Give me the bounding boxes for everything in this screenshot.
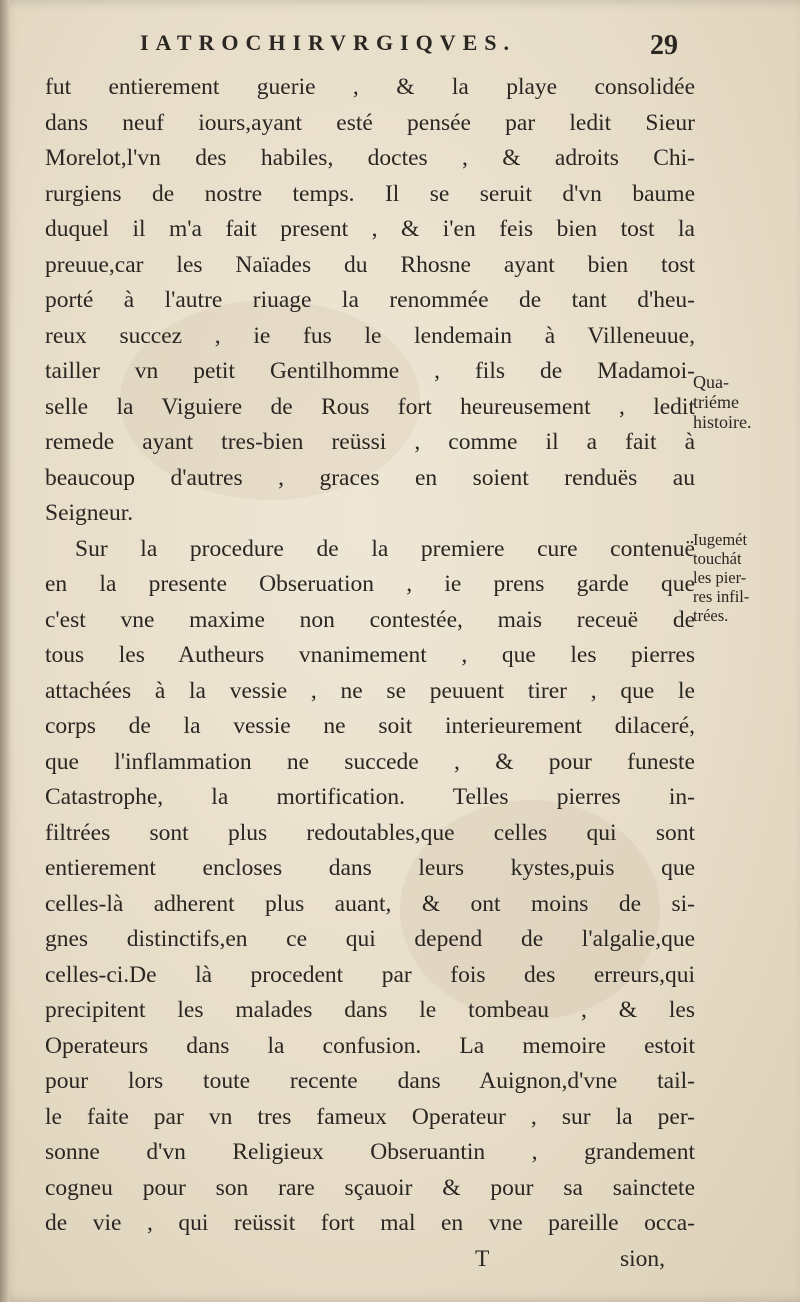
text-line: dans neuf iours,ayant esté pensée par ledit Sieur <box>45 109 695 136</box>
margin-line: trées. <box>693 606 729 625</box>
text-line: fut entierement guerie , & la playe consolidée <box>45 74 695 100</box>
text-line: reux succez , ie fus le lendemain à Villeneuue, <box>45 322 695 349</box>
text-line: duquel il m'a fait present , & i'en feis bien tost la <box>45 216 695 242</box>
text-line: pour lors toute recente dans Auignon,d'vne tail- <box>45 1068 695 1094</box>
text-line: tailler vn petit Gentilhomme , fils de Madamoi- <box>45 358 695 384</box>
text-line: rurgiens de nostre temps. Il se seruit d'vn baume <box>45 180 695 207</box>
text-line: remede ayant tres-bien reüssi , comme il a fait à <box>45 429 695 455</box>
text-line: celles-là adherent plus auant, & ont moins de si- <box>45 890 695 917</box>
text-line: tous les Autheurs vnanimement , que les pierres <box>45 642 695 668</box>
running-title: IATROCHIRVRGIQVES. <box>140 30 517 55</box>
text-line: gnes distinctifs,en ce qui depend de l'algalie,que <box>45 926 695 952</box>
text-line: preuue,car les Naïades du Rhosne ayant bien tost <box>45 251 695 278</box>
margin-line: histoire. <box>693 412 752 432</box>
margin-line: les pier- <box>693 568 747 587</box>
text-line: Morelot,l'vn des habiles, doctes , & adroits Chi- <box>45 145 695 171</box>
text-line: porté à l'autre riuage la renommée de tant d'heu- <box>45 287 695 313</box>
signature-mark: T <box>475 1245 490 1272</box>
text-line: Operateurs dans la confusion. La memoire estoit <box>45 1032 695 1059</box>
text-line: cogneu pour son rare sçauoir & pour sa sainctete <box>45 1174 695 1201</box>
text-line: filtrées sont plus redoutables,que celles qui sont <box>45 819 695 846</box>
text-line: beaucoup d'autres , graces en soient renduës au <box>45 464 695 491</box>
text-line: corps de la vessie ne soit interieurement dilaceré, <box>45 713 695 739</box>
text-line: sonne d'vn Religieux Obseruantin , grandement <box>45 1139 695 1165</box>
text-line: selle la Viguiere de Rous fort heureusement , ledit <box>45 393 695 420</box>
margin-line: res infil- <box>693 587 750 606</box>
marginal-note-fourth-history <box>693 372 752 432</box>
text-line: en la presente Obseruation , ie prens garde que <box>45 571 695 597</box>
page-number: 29 <box>650 30 678 61</box>
margin-line: Iugemét <box>693 530 748 549</box>
text-line: que l'inflammation ne succede , & pour funeste <box>45 748 695 775</box>
text-line: celles-ci.De là procedent par fois des erreurs,qui <box>45 961 695 988</box>
margin-line: triéme <box>693 392 739 412</box>
marginal-note-judgement <box>693 530 749 625</box>
text-line: entierement encloses dans leurs kystes,puis que <box>45 855 695 881</box>
text-body <box>45 70 695 1277</box>
text-line: le faite par vn tres fameux Operateur , sur la per- <box>45 1103 695 1130</box>
text-line: Catastrophe, la mortification. Telles pierres in- <box>45 784 695 810</box>
margin-line: Qua- <box>693 372 729 392</box>
text-line: attachées à la vessie , ne se peuuent tirer , que le <box>45 677 695 704</box>
signature-line <box>45 1242 695 1278</box>
text-line: Sur la procedure de la premiere cure contenuë <box>75 535 695 562</box>
text-line: de vie , qui reüssit fort mal en vne pareille occa- <box>45 1210 695 1236</box>
page-gutter <box>0 0 10 1302</box>
text-line: precipitent les malades dans le tombeau , & les <box>45 997 695 1023</box>
text-line: Seigneur. <box>45 500 134 526</box>
text-line: c'est vne maxime non contestée, mais receuë de <box>45 606 695 633</box>
margin-line: touchát <box>693 549 742 568</box>
catchword: sion, <box>620 1245 666 1272</box>
